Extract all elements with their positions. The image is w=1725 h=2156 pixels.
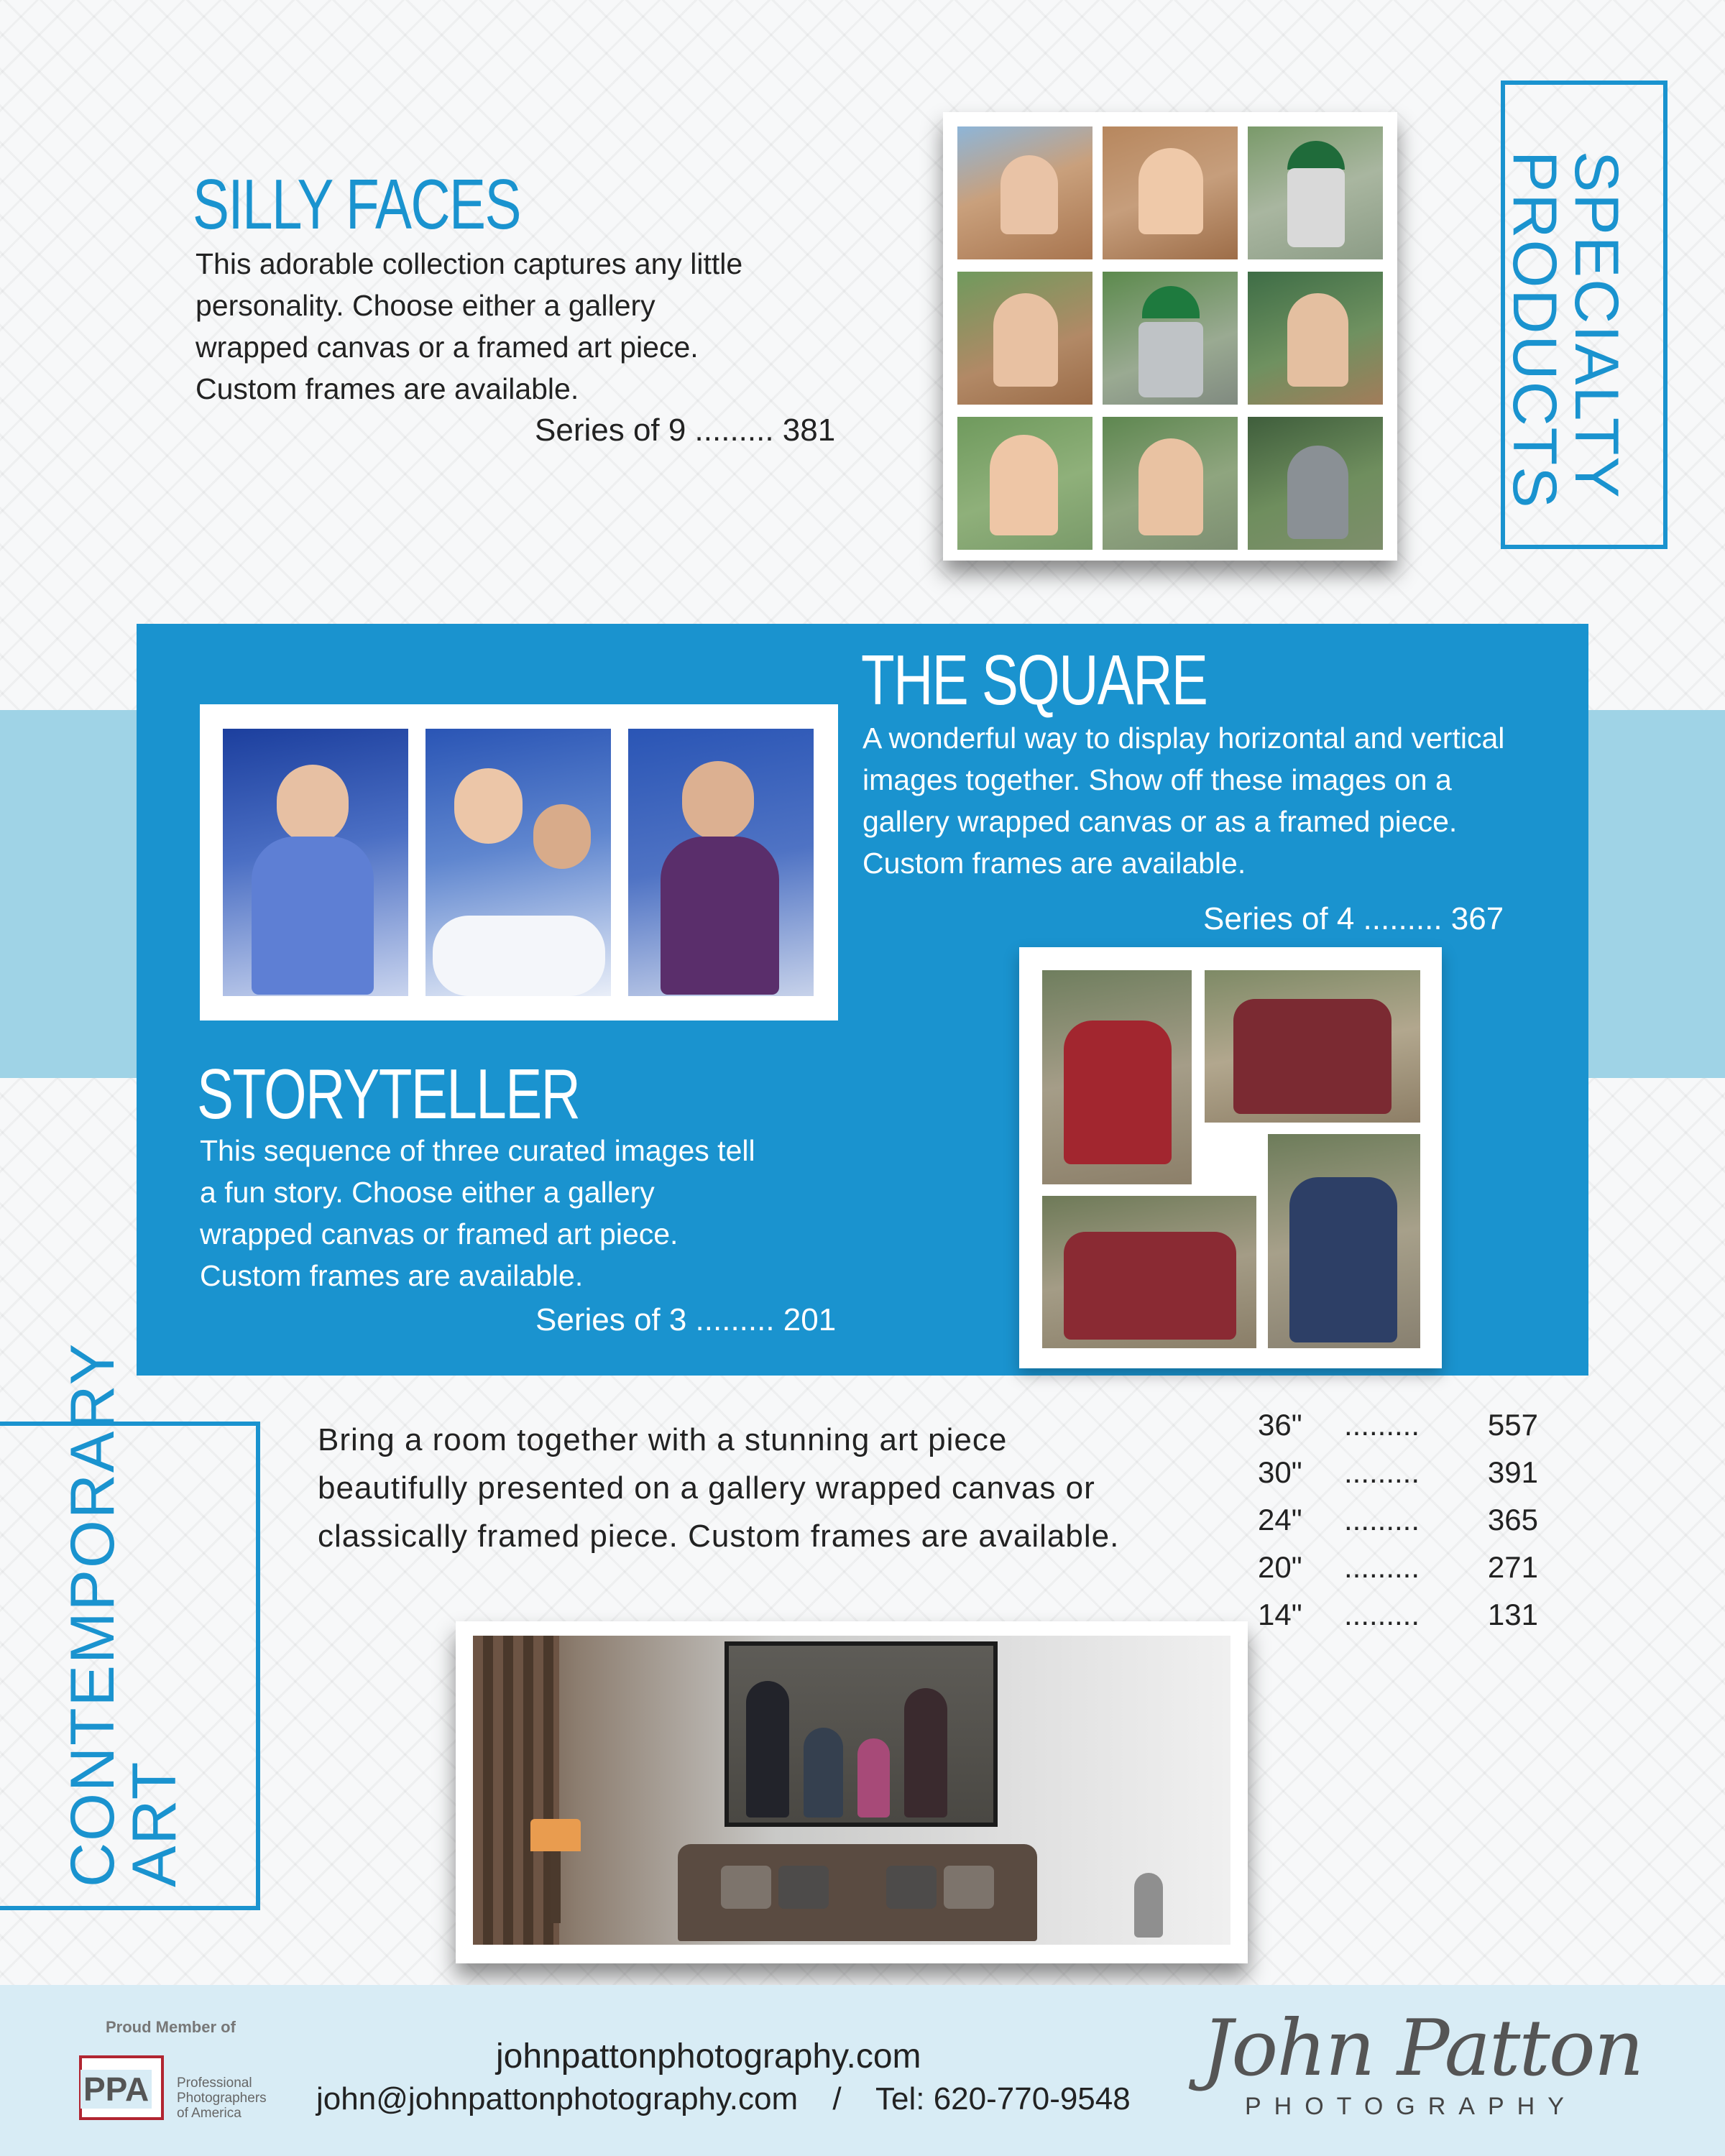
dots-cell: ......... — [1344, 1408, 1420, 1442]
storyteller-description: This sequence of three curated images tell a fun story. Choose either a gallery wrapped canvas or framed art piece. Custom frames are available. — [200, 1134, 755, 1292]
dots-cell: ......... — [1344, 1598, 1420, 1631]
grid-photo-8 — [1103, 417, 1238, 550]
price-row — [1258, 1401, 1538, 1449]
grid-photo-5 — [1103, 272, 1238, 405]
ppa-logo — [79, 2055, 164, 2120]
square-photo-1 — [1042, 970, 1192, 1184]
silly-faces-photo-grid — [943, 112, 1397, 561]
square-photo-2 — [1205, 970, 1420, 1123]
specialty-products-label-box — [1501, 80, 1668, 549]
phone-number[interactable]: Tel: 620-770-9548 — [875, 2081, 1131, 2116]
storyteller-price: Series of 3 ......... 201 — [535, 1302, 837, 1337]
ppa-abbr: PPA — [80, 2070, 152, 2109]
grid-photo-2 — [1103, 126, 1238, 259]
storyteller-title: STORYTELLER — [197, 1054, 580, 1133]
email-link[interactable]: john@johnpattonphotography.com — [316, 2081, 799, 2116]
price-cell: 557 — [1487, 1408, 1538, 1442]
room-mockup-photo — [456, 1621, 1248, 1963]
dots-cell: ......... — [1344, 1503, 1420, 1537]
logo-wordmark: PHOTOGRAPHY — [1245, 2093, 1577, 2120]
contact-line — [316, 2081, 1131, 2117]
silly-faces-description: This adorable collection captures any little personality. Choose either a gallery wrapped canvas or a framed art piece. Custom frames are available. — [196, 247, 743, 405]
size-cell: 24" — [1258, 1503, 1302, 1537]
size-cell: 30" — [1258, 1455, 1302, 1489]
the-square-description: A wonderful way to display horizontal and vertical images together. Show off these images on a gallery wrapped canvas or as a framed piece. Custom frames are available. — [862, 722, 1505, 880]
price-cell: 391 — [1487, 1455, 1538, 1489]
storyteller-photo-frame — [200, 704, 838, 1021]
ppa-name-line3: of America — [177, 2106, 242, 2121]
the-square-price: Series of 4 ......... 367 — [1203, 901, 1504, 936]
contemporary-price-table — [1258, 1401, 1538, 1639]
silly-faces-title: SILLY FACES — [193, 165, 520, 244]
grid-photo-3 — [1248, 126, 1383, 259]
price-row — [1258, 1449, 1538, 1496]
website-link[interactable]: johnpattonphotography.com — [496, 2037, 921, 2076]
storyteller-photo-3 — [628, 729, 814, 996]
contact-separator: / — [832, 2081, 842, 2116]
ppa-name-line1: Professional — [177, 2076, 252, 2091]
grid-photo-6 — [1248, 272, 1383, 405]
grid-photo-1 — [957, 126, 1092, 259]
contemporary-art-label-box — [0, 1342, 260, 1910]
specialty-label-line2: PRODUCTS — [1500, 151, 1569, 510]
price-row — [1258, 1496, 1538, 1544]
storyteller-photo-1 — [223, 729, 408, 996]
square-photo-3 — [1042, 1196, 1256, 1348]
storyteller-photo-2 — [426, 729, 611, 996]
price-row — [1258, 1544, 1538, 1591]
grid-photo-9 — [1248, 417, 1383, 550]
the-square-photo-collage — [1019, 947, 1442, 1368]
size-cell: 36" — [1258, 1408, 1302, 1442]
contemporary-art-description: Bring a room together with a stunning art piece beautifully presented on a gallery wrapped canvas or classically framed piece. Custom frames are available. — [318, 1422, 1120, 1554]
wall-canvas — [724, 1641, 998, 1827]
sofa — [678, 1844, 1037, 1941]
grid-photo-4 — [957, 272, 1092, 405]
ppa-name-line2: Photographers — [177, 2091, 267, 2106]
logo-script: John Patton — [1202, 2004, 1643, 2093]
size-cell: 20" — [1258, 1550, 1302, 1584]
dots-cell: ......... — [1344, 1550, 1420, 1584]
square-photo-4 — [1268, 1134, 1420, 1348]
specialty-label-line1: SPECIALTY — [1562, 151, 1631, 499]
contemporary-label-line2: ART — [120, 1760, 189, 1887]
price-cell: 271 — [1487, 1550, 1538, 1584]
proud-member-text: Proud Member of — [106, 2018, 236, 2036]
dots-cell: ......... — [1344, 1455, 1420, 1489]
price-cell: 131 — [1487, 1598, 1538, 1631]
the-square-title: THE SQUARE — [861, 640, 1208, 719]
room-scene — [473, 1636, 1230, 1945]
price-cell: 365 — [1487, 1503, 1538, 1537]
grid-photo-7 — [957, 417, 1092, 550]
price-row — [1258, 1591, 1538, 1639]
ppa-name — [177, 2076, 267, 2121]
silly-faces-price: Series of 9 ......... 381 — [535, 413, 836, 448]
size-cell: 14" — [1258, 1598, 1302, 1631]
contemporary-label-line1: CONTEMPORARY — [58, 1342, 127, 1887]
